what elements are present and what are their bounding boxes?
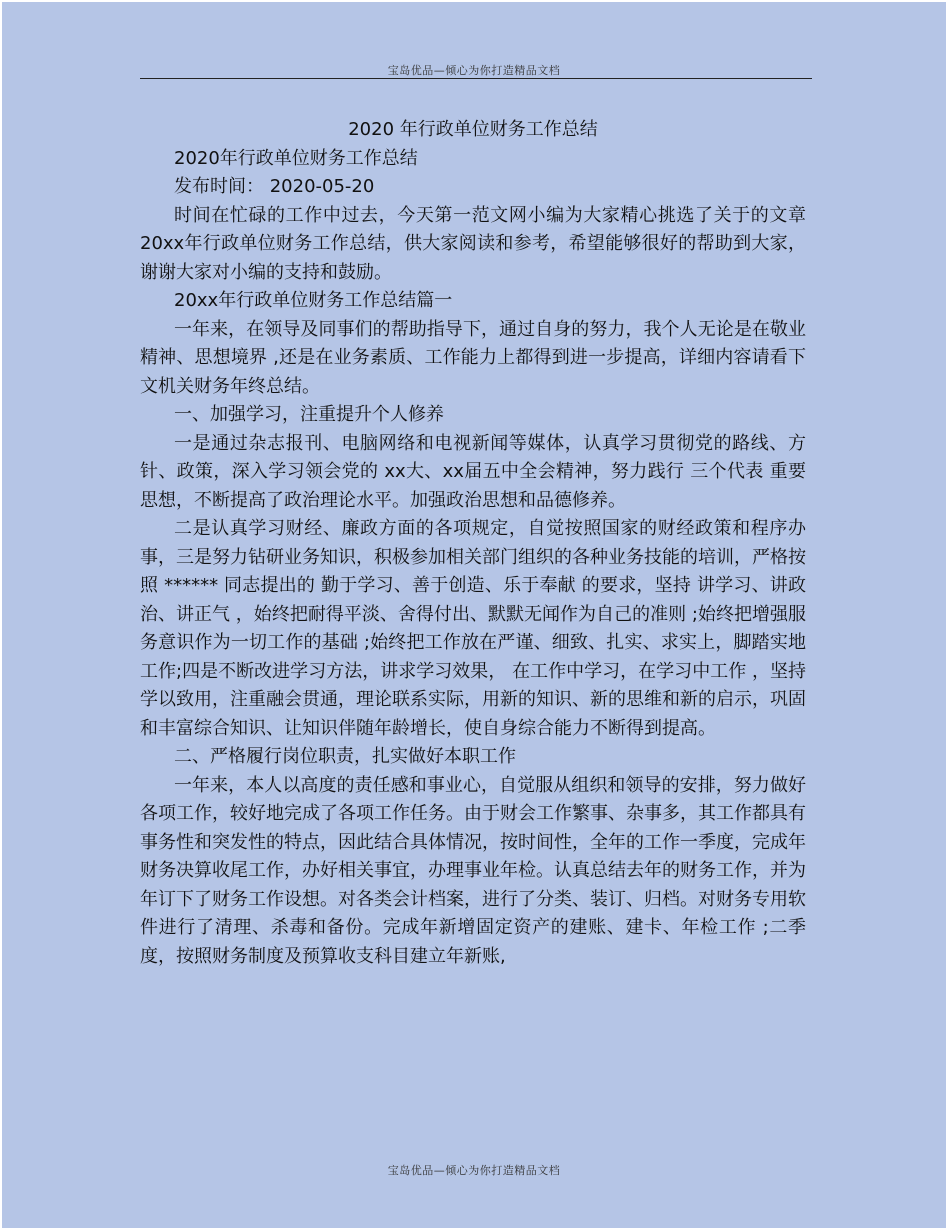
page-header: 宝岛优品—倾心为你打造精品文档 bbox=[387, 64, 561, 77]
paragraph: 一年来，在领导及同事们的帮助指导下，通过自身的努力，我个人无论是在敬业精神、思想境界 ,还是在业务素质、工作能力上都得到进一步提高，详细内容请看下文机关财务年终总结。 bbox=[140, 318, 806, 397]
paragraph: 二是认真学习财经、廉政方面的各项规定，自觉按照国家的财经政策和程序办事，三是努力钻研业务知识，积极参加相关部门组织的各种业务技能的培训，严格按照 ****** 同志提出的 勤于学习、善于创造、乐于奉献 的要求，坚持 讲学习、讲政治、讲正气 ，始终把耐得平淡、舍得付出、默默无闻作为自己的准则 ;始终把增强服务意识作为一切工作的基础 ;始终把工作放在严谨、细致、扎实、求实上，脚踏实地工作;四是不断改进学习方法，讲求学习效果， 在工作中学习，在学习中工作 ，坚持学以致用，注重融会贯通，理论联系实际，用新的知识、新的思维和新的启示，巩固和丰富综合知识、让知识伴随年龄增长，使自身综合能力不断得到提高。 bbox=[140, 518, 806, 739]
header-divider bbox=[140, 78, 812, 79]
page-footer: 宝岛优品—倾心为你打造精品文档 bbox=[387, 1164, 561, 1177]
paragraph: 一是通过杂志报刊、电脑网络和电视新闻等媒体，认真学习贯彻党的路线、方针、政策，深入学习领会党的 xx大、xx届五中全会精神，努力践行 三个代表 重要思想，不断提高了政治理论水平。加强政治思想和品德修养。 bbox=[140, 432, 806, 511]
paragraph: 一年来，本人以高度的责任感和事业心，自觉服从组织和领导的安排，努力做好各项工作，较好地完成了各项工作任务。由于财会工作繁事、杂事多，其工作都具有事务性和突发性的特点，因此结合具体情况，按时间性，全年的工作一季度，完成年财务决算收尾工作，办好相关事宜，办理事业年检。认真总结去年的财务工作，并为年订下了财务工作设想。对各类会计档案，进行了分类、装订、归档。对财务专用软件进行了清理、杀毒和备份。完成年新增固定资产的建账、建卡、年检工作 ;二季度，按照财务制度及预算收支科目建立年新账, bbox=[140, 774, 806, 967]
section-heading: 20xx年行政单位财务工作总结篇一 bbox=[174, 290, 453, 311]
doc-subtitle: 2020年行政单位财务工作总结 bbox=[174, 147, 418, 169]
document-title: 2020 年行政单位财务工作总结 bbox=[348, 119, 598, 140]
publish-date: 发布时间： 2020-05-20 bbox=[174, 176, 375, 197]
document-page bbox=[2, 2, 946, 1228]
section-heading: 一、加强学习，注重提升个人修养 bbox=[174, 404, 444, 425]
section-heading: 二、严格履行岗位职责，扎实做好本职工作 bbox=[174, 746, 516, 767]
document-body bbox=[140, 116, 806, 971]
intro-paragraph: 时间在忙碌的工作中过去，今天第一范文网小编为大家精心挑选了关于的文章 20xx年行政单位财务工作总结，供大家阅读和参考，希望能够很好的帮助到大家，谢谢大家对小编的支持和鼓励。 bbox=[140, 204, 806, 283]
